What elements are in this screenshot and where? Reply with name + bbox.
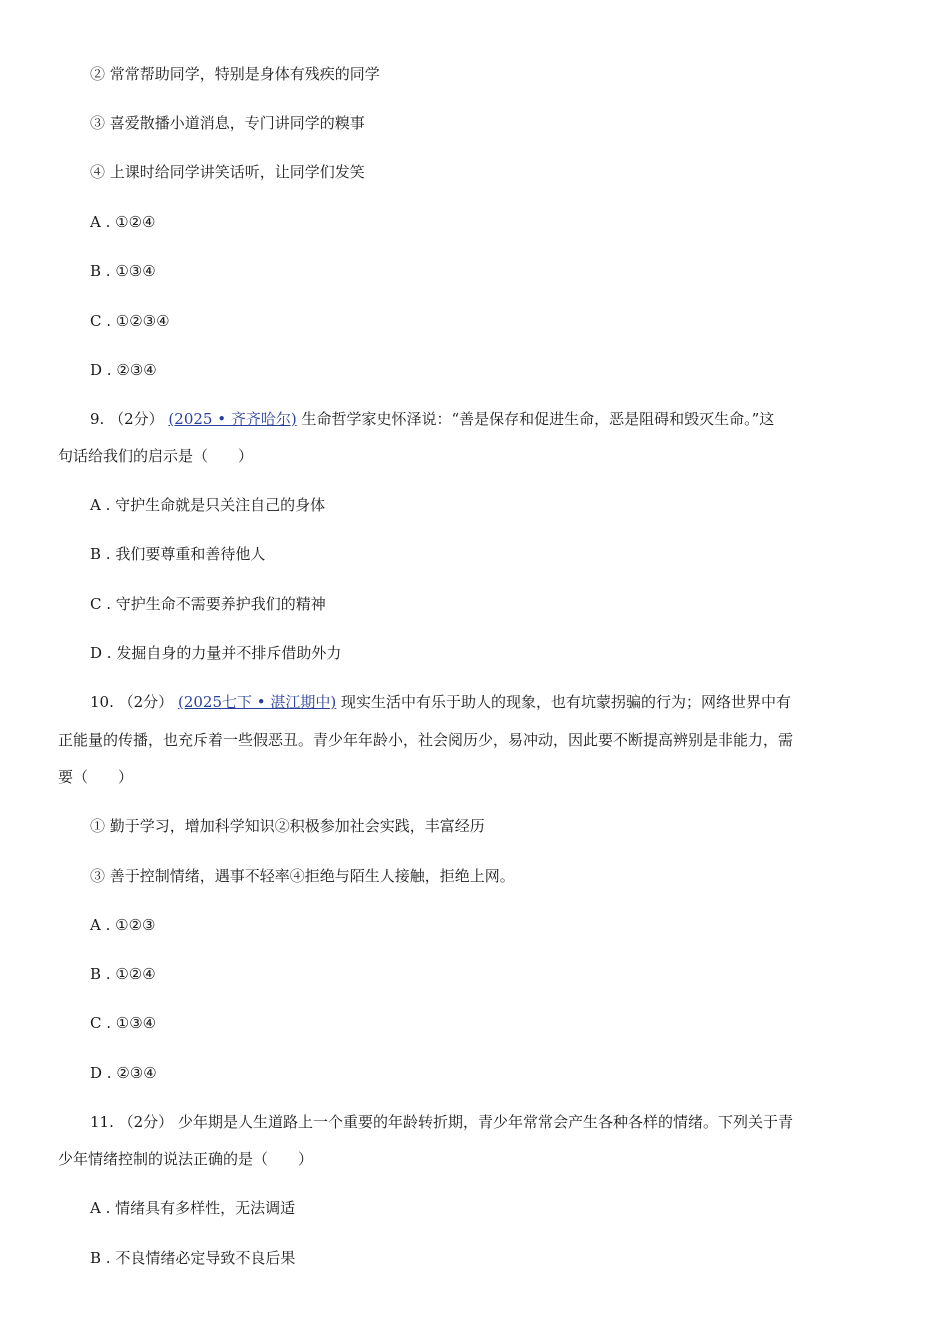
q8-item-2: ② 常常帮助同学，特别是身体有残疾的同学: [90, 65, 380, 83]
q10-score: （2分）: [118, 693, 174, 711]
q11-stem-text: 少年期是人生道路上一个重要的年龄转折期，青少年常常会产生各种各样的情绪。下列关于青: [177, 1113, 793, 1131]
q8-option-b: B . ①③④: [90, 262, 156, 280]
q11-stem-line2: 少年情绪控制的说法正确的是（ ）: [58, 1150, 314, 1168]
q9-stem-line2: 句话给我们的启示是（ ）: [58, 447, 254, 465]
q10-option-a: A . ①②③: [90, 916, 156, 934]
q11-number: 11.: [90, 1113, 114, 1131]
q9-stem-line1: [58, 409, 926, 429]
q11-option-b: B . 不良情绪必定导致不良后果: [90, 1249, 296, 1267]
q9-source-link[interactable]: (2025 • 齐齐哈尔): [168, 410, 297, 428]
q9-option-a: A . 守护生命就是只关注自己的身体: [90, 496, 326, 514]
q10-stem-text: 现实生活中有乐于助人的现象，也有坑蒙拐骗的行为；网络世界中有: [341, 693, 792, 711]
q8-option-d: D . ②③④: [90, 361, 157, 379]
q9-stem-text: 生命哲学家史怀泽说：“善是保存和促进生命，恶是阻碍和毁灭生命。”这: [301, 410, 775, 428]
q10-item-1-2: ① 勤于学习，增加科学知识②积极参加社会实践，丰富经历: [90, 817, 485, 835]
q9-option-b: B . 我们要尊重和善待他人: [90, 545, 266, 563]
q9-score: （2分）: [109, 410, 164, 428]
q10-source-link[interactable]: (2025七下 • 湛江期中): [177, 693, 337, 711]
q10-option-c: C . ①③④: [90, 1014, 157, 1032]
q8-option-c: C . ①②③④: [90, 312, 170, 330]
q10-option-d: D . ②③④: [90, 1064, 157, 1082]
q11-score: （2分）: [118, 1113, 174, 1131]
q11-stem-line1: [58, 1112, 926, 1132]
q8-item-3: ③ 喜爱散播小道消息，专门讲同学的糗事: [90, 114, 365, 132]
q9-option-c: C . 守护生命不需要养护我们的精神: [90, 595, 326, 613]
q10-stem-line2: 正能量的传播，也充斥着一些假恶丑。青少年年龄小，社会阅历少，易冲动，因此要不断提高辨别是非能力，需: [58, 731, 794, 749]
q10-option-b: B . ①②④: [90, 965, 156, 983]
q9-number: 9.: [90, 410, 105, 428]
q8-item-4: ④ 上课时给同学讲笑话听，让同学们发笑: [90, 163, 365, 181]
q11-option-a: A . 情绪具有多样性，无法调适: [90, 1199, 296, 1217]
q9-option-d: D . 发掘自身的力量并不排斥借助外力: [90, 644, 342, 662]
q10-stem-line1: [58, 692, 926, 712]
q10-number: 10.: [90, 693, 114, 711]
q8-option-a: A . ①②④: [90, 213, 156, 231]
q10-item-3-4: ③ 善于控制情绪，遇事不轻率④拒绝与陌生人接触，拒绝上网。: [90, 867, 515, 885]
q10-stem-line3: 要（ ）: [58, 768, 134, 786]
